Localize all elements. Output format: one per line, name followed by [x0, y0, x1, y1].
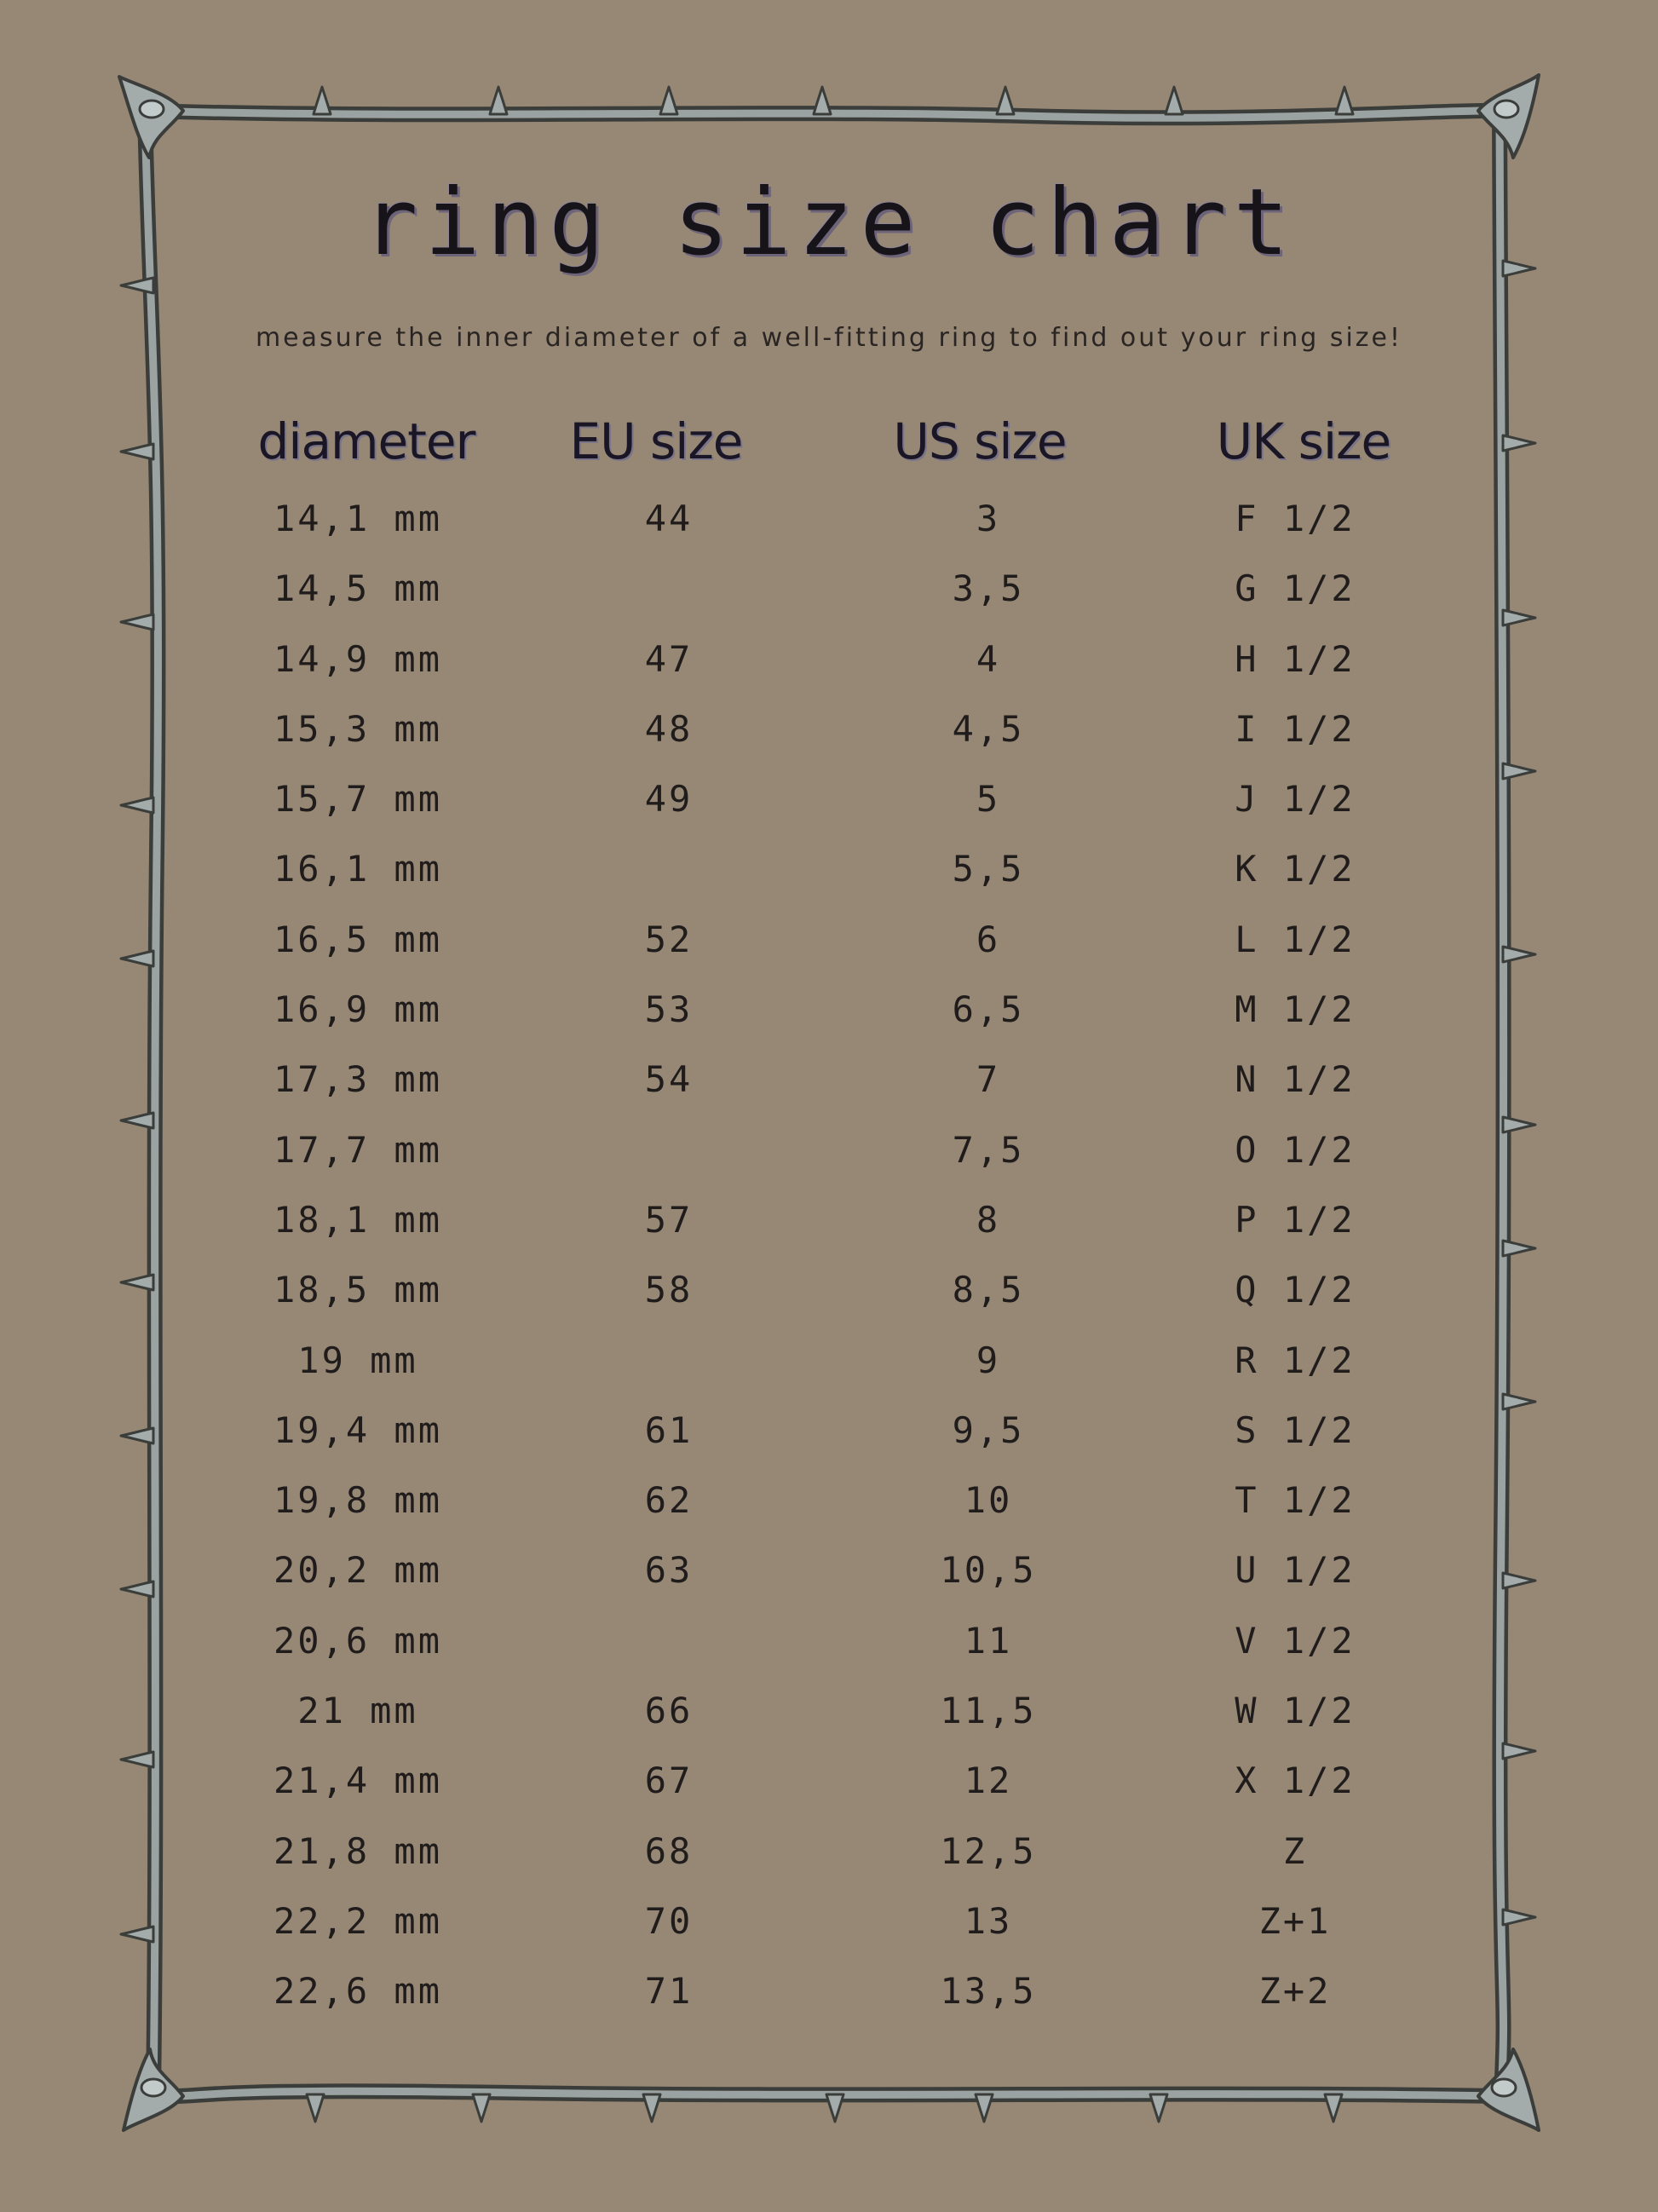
us-size-cell: 4 — [976, 637, 1001, 680]
diameter-cell: 16,5 mm — [273, 918, 442, 960]
header-diameter: diameter — [257, 412, 475, 470]
us-size-cell: 5,5 — [952, 848, 1025, 890]
diameter-cell: 18,5 mm — [273, 1269, 442, 1311]
uk-size-cell: Z+2 — [1258, 1970, 1332, 2013]
eu-size-cell: 44 — [644, 498, 694, 539]
table-row — [0, 1823, 1658, 1893]
table-row — [0, 1963, 1658, 2033]
diameter-cell: 14,5 mm — [273, 567, 442, 610]
us-size-cell: 8,5 — [952, 1269, 1025, 1311]
uk-size-cell: I 1/2 — [1235, 707, 1356, 750]
table-row — [0, 631, 1658, 701]
us-size-cell: 10,5 — [940, 1549, 1037, 1592]
thorn-ornament — [490, 87, 507, 114]
diameter-cell: 19 mm — [297, 1339, 418, 1381]
table-row — [0, 701, 1658, 771]
table-row — [0, 912, 1658, 982]
us-size-cell: 3 — [976, 498, 1001, 539]
table-row — [0, 1403, 1658, 1472]
us-size-cell: 9 — [976, 1339, 1001, 1381]
table-row — [0, 1472, 1658, 1542]
thorn-ornament — [814, 87, 831, 114]
thorn-ornament — [826, 2094, 843, 2122]
uk-size-cell: W 1/2 — [1235, 1690, 1356, 1732]
thorn-ornament — [121, 278, 153, 293]
us-size-cell: 12 — [964, 1760, 1013, 1802]
uk-size-cell: X 1/2 — [1235, 1760, 1356, 1802]
eu-size-cell — [541, 1333, 797, 1389]
uk-size-cell: O 1/2 — [1235, 1128, 1356, 1171]
us-size-cell: 8 — [976, 1198, 1001, 1241]
eu-size-cell: 58 — [644, 1269, 694, 1311]
thorn-ornament — [121, 444, 153, 459]
table-row — [0, 1683, 1658, 1753]
thorn-ornament — [1150, 2094, 1167, 2122]
diameter-cell: 21,8 mm — [273, 1829, 442, 1872]
table-row — [0, 841, 1658, 911]
us-size-cell: 13 — [964, 1899, 1013, 1942]
uk-size-cell: S 1/2 — [1235, 1408, 1356, 1451]
eu-size-cell — [541, 1122, 797, 1178]
us-size-cell: 10 — [964, 1479, 1013, 1522]
eu-size-cell: 57 — [644, 1198, 694, 1241]
diameter-cell: 21 mm — [297, 1690, 418, 1732]
diameter-cell: 16,1 mm — [273, 848, 442, 890]
thorn-ornament — [1336, 87, 1353, 114]
table-row — [0, 982, 1658, 1051]
diameter-cell: 20,2 mm — [273, 1549, 442, 1592]
eu-size-cell — [541, 561, 797, 617]
table-row — [0, 1192, 1658, 1262]
table-row — [0, 1893, 1658, 1963]
page-subtitle: measure the inner diameter of a well-fitting ring to find out your ring size! — [255, 323, 1403, 353]
eu-size-cell: 52 — [644, 918, 694, 960]
diameter-cell: 14,1 mm — [273, 498, 442, 539]
eu-size-cell: 62 — [644, 1479, 694, 1522]
header-us-size: US size — [893, 412, 1067, 470]
uk-size-cell: J 1/2 — [1235, 778, 1356, 821]
table-row — [0, 1753, 1658, 1823]
uk-size-cell: H 1/2 — [1235, 637, 1356, 680]
us-size-cell: 7 — [976, 1058, 1001, 1101]
us-size-cell: 12,5 — [940, 1829, 1037, 1872]
diameter-cell: 17,3 mm — [273, 1058, 442, 1101]
thorn-ornament — [473, 2094, 490, 2122]
eu-size-cell: 53 — [644, 988, 694, 1031]
thorn-ornament — [997, 87, 1014, 114]
table-row — [0, 1542, 1658, 1612]
table-row — [0, 1051, 1658, 1121]
diameter-cell: 19,4 mm — [273, 1408, 442, 1451]
eu-size-cell — [541, 841, 797, 897]
uk-size-cell: P 1/2 — [1235, 1198, 1356, 1241]
thorn-ornament — [314, 87, 331, 114]
uk-size-cell: G 1/2 — [1235, 567, 1356, 610]
table-row — [0, 1333, 1658, 1403]
us-size-cell: 7,5 — [952, 1128, 1025, 1171]
diameter-cell: 15,7 mm — [273, 778, 442, 821]
table-row — [0, 771, 1658, 841]
eu-size-cell: 66 — [644, 1690, 694, 1732]
uk-size-cell: N 1/2 — [1235, 1058, 1356, 1101]
diameter-cell: 22,6 mm — [273, 1970, 442, 2013]
us-size-cell: 6,5 — [952, 988, 1025, 1031]
diameter-cell: 18,1 mm — [273, 1198, 442, 1241]
uk-size-cell: K 1/2 — [1235, 848, 1356, 890]
thorn-ornament — [976, 2094, 993, 2122]
eu-size-cell: 67 — [644, 1760, 694, 1802]
uk-size-cell: Z — [1282, 1829, 1308, 1872]
eu-size-cell: 63 — [644, 1549, 694, 1592]
eu-size-cell: 71 — [644, 1970, 694, 2013]
thorn-ornament — [1166, 87, 1183, 114]
diameter-cell: 19,8 mm — [273, 1479, 442, 1522]
diameter-cell: 15,3 mm — [273, 707, 442, 750]
eu-size-cell: 70 — [644, 1899, 694, 1942]
table-row — [0, 1122, 1658, 1192]
table-row — [0, 491, 1658, 561]
us-size-cell: 13,5 — [940, 1970, 1037, 2013]
us-size-cell: 3,5 — [952, 567, 1025, 610]
eu-size-cell — [541, 1613, 797, 1669]
eu-size-cell: 48 — [644, 707, 694, 750]
us-size-cell: 4,5 — [952, 707, 1025, 750]
uk-size-cell: F 1/2 — [1235, 498, 1356, 539]
thorn-ornament — [1325, 2094, 1342, 2122]
thorn-ornament — [660, 87, 677, 114]
thorn-ornament — [643, 2094, 660, 2122]
uk-size-cell: T 1/2 — [1235, 1479, 1356, 1522]
table-row — [0, 561, 1658, 631]
uk-size-cell: U 1/2 — [1235, 1549, 1356, 1592]
uk-size-cell: R 1/2 — [1235, 1339, 1356, 1381]
diameter-cell: 22,2 mm — [273, 1899, 442, 1942]
uk-size-cell: L 1/2 — [1235, 918, 1356, 960]
uk-size-cell: Q 1/2 — [1235, 1269, 1356, 1311]
thorn-ornament — [307, 2094, 324, 2122]
table-row — [0, 1613, 1658, 1683]
uk-size-cell: M 1/2 — [1235, 988, 1356, 1031]
thorn-ornament — [1503, 435, 1535, 451]
diameter-cell: 14,9 mm — [273, 637, 442, 680]
eu-size-cell: 49 — [644, 778, 694, 821]
eu-size-cell: 68 — [644, 1829, 694, 1872]
us-size-cell: 6 — [976, 918, 1001, 960]
us-size-cell: 11,5 — [940, 1690, 1037, 1732]
eu-size-cell: 47 — [644, 637, 694, 680]
us-size-cell: 5 — [976, 778, 1001, 821]
diameter-cell: 20,6 mm — [273, 1619, 442, 1662]
page-title: ring size chart — [362, 170, 1296, 276]
header-eu-size: EU size — [569, 412, 743, 470]
size-table — [0, 491, 1658, 2034]
us-size-cell: 9,5 — [952, 1408, 1025, 1451]
eu-size-cell: 61 — [644, 1408, 694, 1451]
us-size-cell: 11 — [964, 1619, 1013, 1662]
uk-size-cell: V 1/2 — [1235, 1619, 1356, 1662]
uk-size-cell: Z+1 — [1258, 1899, 1332, 1942]
header-uk-size: UK size — [1216, 412, 1391, 470]
diameter-cell: 17,7 mm — [273, 1128, 442, 1171]
diameter-cell: 21,4 mm — [273, 1760, 442, 1802]
table-row — [0, 1262, 1658, 1332]
eu-size-cell: 54 — [644, 1058, 694, 1101]
diameter-cell: 16,9 mm — [273, 988, 442, 1031]
